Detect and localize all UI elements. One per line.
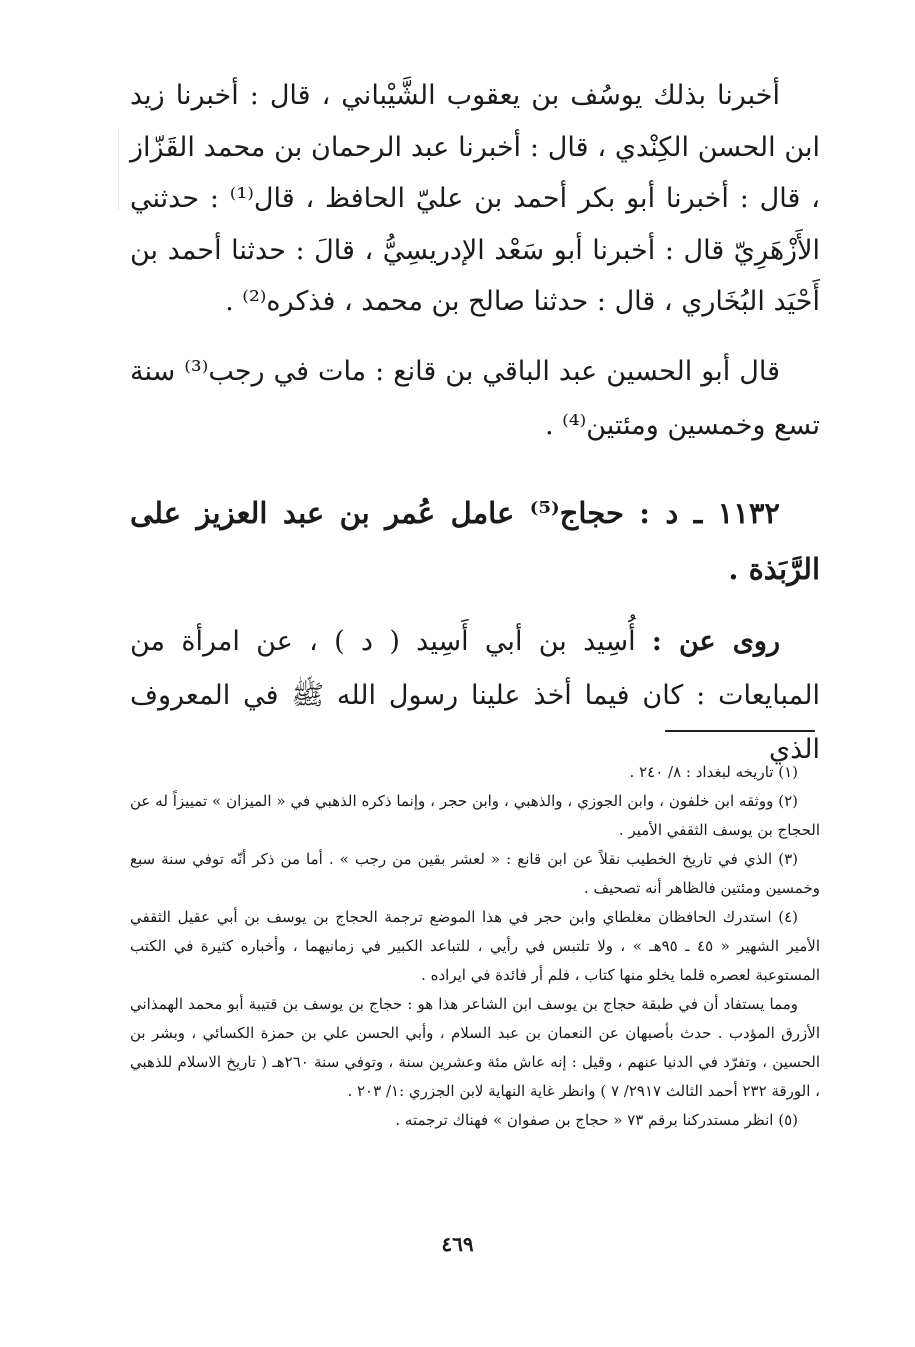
entry-body-paragraph	[130, 615, 820, 777]
main-paragraph-death	[130, 345, 820, 453]
chain-text: أخبرنا بذلك يوسُف بن يعقوب الشَّيْباني ، قال : أخبرنا زيد ابن الحسن الكِنْدي ، قال : أخبرنا عبد الرحمان بن محمد القَزّاز ، قال : أخبرنا أبو بكر أحمد بن عليّ الحافظ ، قال⁽¹⁾ : حدثني الأَزْهَرِيّ قال : أخبرنا أبو سَعْد الإدريسِيُّ ، قالَ : حدثنا أحمد بن أَحْيَد البُخَاري ، قال : حدثنا صالح بن محمد ، فذكره⁽²⁾ .	[130, 80, 820, 317]
entry-heading	[130, 485, 820, 597]
page-crease-mark	[118, 130, 119, 210]
footnote-2: (٢) ووثقه ابن خلفون ، وابن الجوزي ، والذهبي ، وابن حجر ، وإنما ذكره الذهبي في « الميزان » تمييزاً له عن الحجاج بن يوسف الثقفي الأمير .	[130, 792, 820, 839]
footnote-5: (٥) انظر مستدركنا برقم ٧٣ « حجاج بن صفوان » فهناك ترجمته .	[395, 1111, 798, 1129]
footnote-3: (٣) الذي في تاريخ الخطيب نقلاً عن ابن قانع : « لعشر بقين من رجب » . أما من ذكر أنّه توفي سنة سبع وخمسين ومئتين فالظاهر أنه تصحيف .	[130, 850, 820, 897]
main-paragraph-chain	[130, 70, 820, 328]
footnote-1: (١) تاريخه لبغداد : ٨/ ٢٤٠ .	[629, 763, 798, 781]
death-text: قال أبو الحسين عبد الباقي بن قانع : مات في رجب⁽³⁾ سنة تسع وخمسين ومئتين⁽⁴⁾ .	[130, 356, 820, 441]
page-number: ٤٦٩	[441, 1232, 474, 1256]
entry-body	[130, 615, 820, 777]
entry-heading-text: ١١٣٢ ـ د : حجاج⁽⁵⁾ عامل عُمر بن عبد العزيز على الرَّبَذة .	[130, 496, 820, 586]
footnote-4-continuation: ومما يستفاد أن في طبقة حجاج بن يوسف ابن الشاعر هذا هو : حجاج بن يوسف بن قتيبة أبو محمد الهمذاني الأزرق المؤدب . حدث بأصبهان عن النعمان بن عبد السلام ، وأبي الحسن علي بن حمزة الكسائي ، وبشر بن الحسين ، وتفرّد في الدنيا عنهم ، وقيل : إنه عاش مئة وعشرين سنة ، وتوفي سنة ٢٦٠هـ ( تاريخ الاسلام للذهبي ، الورقة ٢٣٢ أحمد الثالث ٢٩١٧/ ٧ ) وانظر غاية النهاية لابن الجزري :١/ ٢٠٣ .	[130, 995, 821, 1100]
footnote-4: (٤) استدرك الحافظان مغلطاي وابن حجر في هذا الموضع ترجمة الحجاج بن يوسف بن أبي عقيل الثقفي الأمير الشهير « ٤٥ ـ ٩٥هـ » ، ولا تلتبس في رأيي ، للتباعد الكبير في زمانيهما ، وأخباره كثيرة في الكتب المستوعبة لعصره قلما يخلو منها كتاب ، فلم أر فائدة في ايراده .	[130, 908, 820, 984]
entry-body-text: أُسِيد بن أبي أَسِيد ( د ) ، عن امرأة من المبايعات : كان فيما أخذ علينا رسول الله ﷺ في المعروف الذي	[130, 626, 820, 765]
entry-body-lead: روى عن :	[651, 626, 780, 657]
footnote-separator	[665, 730, 815, 732]
footnotes	[130, 758, 820, 1135]
